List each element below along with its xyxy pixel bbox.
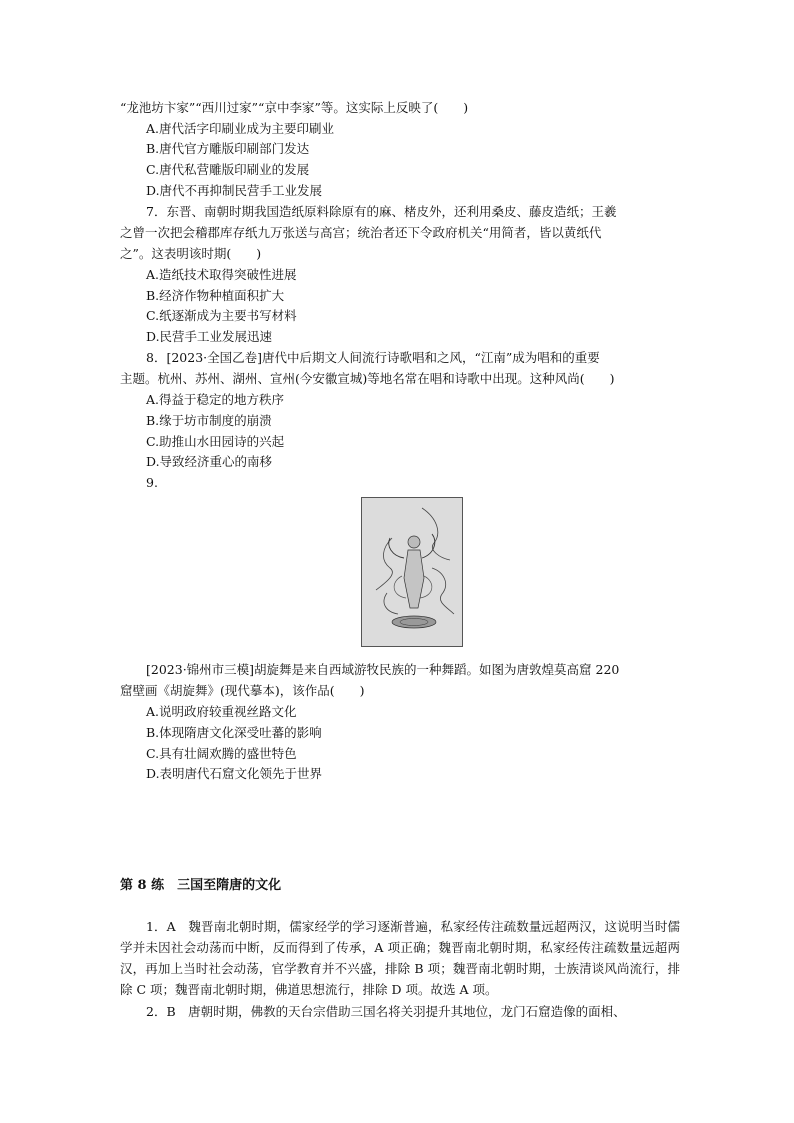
q7-stem-line3: 之”。这表明该时期( ) — [120, 246, 262, 261]
q9-option-d: D.表明唐代石窟文化领先于世界 — [146, 766, 323, 781]
q8-option-b: B.缘于坊市制度的崩溃 — [146, 413, 272, 428]
q9-stem-line2: 窟壁画《胡旋舞》(现代摹本)，该作品( ) — [120, 683, 365, 698]
hu-xuan-dance-mural-image — [361, 497, 463, 647]
q7-stem-line1: 7．东晋、南朝时期我国造纸原料除原有的麻、楮皮外，还利用桑皮、藤皮造纸；王羲 — [146, 204, 617, 219]
q9-option-a: A.说明政府较重视丝路文化 — [146, 704, 297, 719]
answer-2: 2．B 唐朝时期，佛教的天台宗借助三国名将关羽提升其地位，龙门石窟造像的面相、 — [146, 1004, 626, 1019]
q8-option-d: D.导致经济重心的南移 — [146, 454, 273, 469]
answer-1: 1．A 魏晋南北朝时期，儒家经学的学习逐渐普遍，私家经传注疏数量远超两汉，这说明当时儒学并未因社会动荡而中断，反而得到了传承，A 项正确；魏晋南北朝时期，私家经传注疏数量远超两汉，再加上当时社会动荡，官学教育并不兴盛，排除 B 项；魏晋南北朝时期，士族清谈风尚流行，排除 C 项；魏晋南北朝时期，佛道思想流行，排除 D 项。故选 A 项。 — [120, 919, 680, 997]
q9-stem-line1: [2023·锦州市三模]胡旋舞是来自西域游牧民族的一种舞蹈。如图为唐敦煌莫高窟 220 — [146, 662, 620, 677]
q7-option-c: C.纸逐渐成为主要书写材料 — [146, 308, 297, 323]
q6-option-c: C.唐代私营雕版印刷业的发展 — [146, 162, 310, 177]
q6-stem-tail: “龙池坊卞家”“西川过家”“京中李家”等。这实际上反映了( ) — [120, 100, 469, 115]
q6-option-d: D.唐代不再抑制民营手工业发展 — [146, 183, 323, 198]
q8-stem-line1: 8．[2023·全国乙卷]唐代中后期文人间流行诗歌唱和之风，“江南”成为唱和的重要 — [146, 350, 600, 365]
q9-number: 9. — [146, 475, 158, 490]
q8-option-a: A.得益于稳定的地方秩序 — [146, 392, 285, 407]
q9-option-c: C.具有壮阔欢腾的盛世特色 — [146, 746, 297, 761]
q9-option-b: B.体现隋唐文化深受吐蕃的影响 — [146, 725, 322, 740]
q7-option-b: B.经济作物种植面积扩大 — [146, 288, 285, 303]
q8-option-c: C.助推山水田园诗的兴起 — [146, 434, 285, 449]
q8-stem-line2: 主题。杭州、苏州、湖州、宣州(今安徽宣城)等地名常在唱和诗歌中出现。这种风尚( ) — [120, 371, 615, 386]
q6-option-b: B.唐代官方雕版印刷部门发达 — [146, 141, 310, 156]
q7-option-d: D.民营手工业发展迅速 — [146, 329, 273, 344]
q6-option-a: A.唐代活字印刷业成为主要印刷业 — [146, 121, 335, 136]
q7-stem-line2: 之曾一次把会稽郡库存纸九万张送与高宫；统治者还下令政府机关“用简者，皆以黄纸代 — [120, 225, 602, 240]
section-title: 第 8 练 三国至隋唐的文化 — [120, 878, 282, 893]
q7-option-a: A.造纸技术取得突破性进展 — [146, 267, 297, 282]
